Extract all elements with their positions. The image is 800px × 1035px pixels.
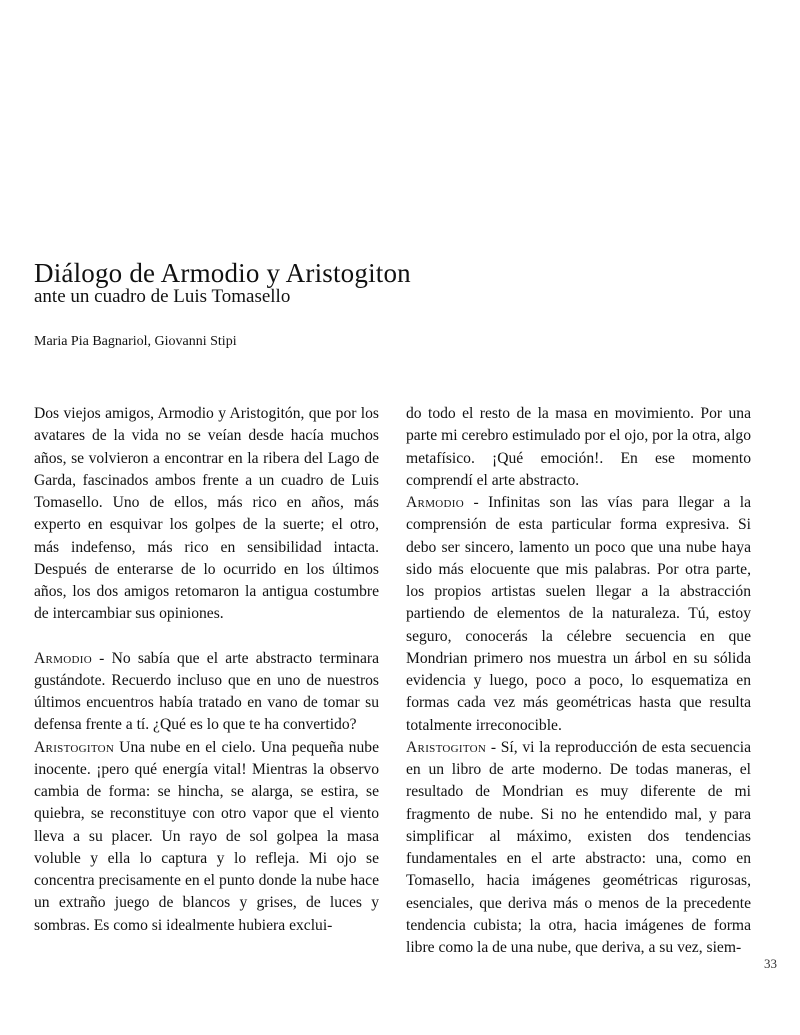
dialogue-text: - Infinitas son las vías para llegar a la comprensión de esta particular forma expresiva. Si debo ser sincero, lamento un poco que una nube haya sido más elocuente que mis palabras. Por otra parte, los propios artistas suelen llegar a la abstracción partiendo de elementos de la naturaleza. Tú, estoy seguro, conocerás la célebre secuencia en que Mondrian primero nos muestra un árbol en su sólida evidencia y luego, poco a poco, lo esquematiza en formas cada vez más geométricas hasta que resulta totalmente irreconocible. — [406, 494, 751, 734]
page-number: 33 — [764, 956, 777, 971]
dialogue-paragraph — [34, 737, 379, 937]
article-title: Diálogo de Armodio y Aristogiton — [34, 258, 411, 288]
article-subtitle: ante un cuadro de Luis Tomasello — [34, 286, 291, 307]
dialogue-paragraph — [406, 492, 751, 737]
dialogue-text: - No sabía que el arte abstracto terminara gustándote. Recuerdo incluso que en uno de nuestros últimos encuentros había tratado en vano de tomar su defensa frente a tí. ¿Qué es lo que te ha convertido? — [34, 649, 379, 734]
continuation-paragraph: do todo el resto de la masa en movimiento. Por una parte mi cerebro estimulado por el ojo, por la otra, algo metafísico. ¡Qué emoción!. En ese momento comprendí el arte abstracto. — [406, 405, 751, 489]
article-authors: Maria Pia Bagnariol, Giovanni Stipi — [34, 334, 237, 349]
intro-paragraph: Dos viejos amigos, Armodio y Aristogitón, que por los avatares de la vida no se veían desde hacía muchos años, se volvieron a encontrar en la ribera del Lago de Garda, fascinados ambos frente a un cuadro de Luis Tomasello. Uno de ellos, más rico en años, más experto en esquivar los golpes de la suerte; el otro, más indefenso, más rico en sensibilidad intacta. Después de enterarse de lo ocurrido en los últimos años, los dos amigos retomaron la antigua costumbre de intercambiar sus opiniones. — [34, 405, 379, 623]
speaker-name: Aristogiton — [406, 738, 487, 756]
left-text-column — [34, 403, 379, 937]
right-text-column — [406, 403, 751, 959]
speaker-name: Armodio — [34, 649, 92, 667]
dialogue-text: Una nube en el cielo. Una pequeña nube inocente. ¡pero qué energía vital! Mientras la observo cambia de forma: se hincha, se alarga, se estira, se quiebra, se reconstituye con otro vapor que el viento lleva a su placer. Un rayo de sol golpea la masa voluble y ella lo captura y lo refleja. Mi ojo se concentra precisamente en el punto donde la nube hace un extraño juego de blancos y grises, de luces y sombras. Es como si idealmente hubiera exclui- — [34, 738, 379, 934]
speaker-name: Armodio — [406, 494, 464, 511]
dialogue-text: - Sí, vi la reproducción de esta secuencia en un libro de arte moderno. De todas maneras, el resultado de Mondrian es muy diferente de mi fragmento de nube. Si no he entendido mal, y para simplificar al máximo, existen dos tendencias fundamentales en el arte abstracto: una, como en Tomasello, hacia imágenes geométricas rigurosas, esenciales, que deriva más o menos de la precedente tendencia cubista; la otra, hacia imágenes de forma libre como la de una nube, que deriva, a su vez, siem- — [406, 738, 751, 956]
dialogue-paragraph — [406, 737, 751, 960]
speaker-name: Aristogiton — [34, 738, 115, 756]
dialogue-paragraph — [34, 648, 379, 737]
